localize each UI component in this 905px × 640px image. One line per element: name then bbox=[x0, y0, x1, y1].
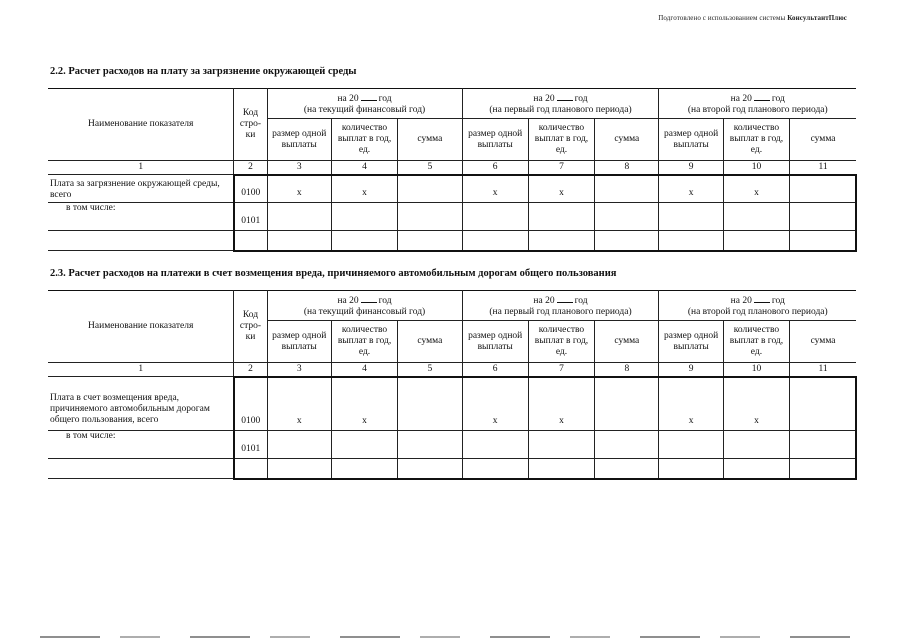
value-cell[interactable] bbox=[528, 431, 594, 459]
row-name: в том числе: bbox=[48, 203, 234, 231]
col-number: 4 bbox=[331, 363, 397, 377]
period-header-current: на 20 год (на текущий финансовый год) bbox=[267, 89, 462, 119]
table-row bbox=[48, 459, 856, 479]
subcol-payment-size: размер одной выплаты bbox=[659, 119, 723, 161]
col-number: 7 bbox=[528, 161, 594, 175]
period-header-second: на 20 год (на второй год планового периода) bbox=[659, 291, 856, 321]
value-cell[interactable] bbox=[331, 203, 397, 231]
subcol-payment-size: размер одной выплаты bbox=[659, 321, 723, 363]
subcol-sum: сумма bbox=[595, 321, 659, 363]
section-title-2-3: 2.3. Расчет расходов на платежи в счет возмещения вреда, причиняемого автомобильным дорогам общего пользования bbox=[50, 268, 617, 279]
col-number: 3 bbox=[267, 363, 331, 377]
col-number: 10 bbox=[723, 161, 789, 175]
value-cell[interactable]: х bbox=[723, 377, 789, 431]
row-name-empty bbox=[48, 459, 234, 479]
value-cell[interactable] bbox=[790, 431, 856, 459]
row-name: Плата за загрязнение окружающей среды, всего bbox=[48, 175, 234, 203]
value-cell[interactable] bbox=[723, 231, 789, 251]
value-cell[interactable]: х bbox=[659, 377, 723, 431]
row-name-empty bbox=[48, 231, 234, 251]
col-number: 2 bbox=[234, 363, 267, 377]
col-number: 11 bbox=[790, 161, 856, 175]
col-number: 11 bbox=[790, 363, 856, 377]
value-cell[interactable]: х bbox=[331, 175, 397, 203]
subcol-sum: сумма bbox=[790, 119, 856, 161]
value-cell[interactable] bbox=[462, 203, 528, 231]
subcol-payment-count: количество выплат в год, ед. bbox=[723, 321, 789, 363]
value-cell[interactable]: х bbox=[528, 377, 594, 431]
value-cell[interactable] bbox=[723, 203, 789, 231]
value-cell[interactable]: х bbox=[462, 377, 528, 431]
value-cell[interactable] bbox=[462, 431, 528, 459]
table-row bbox=[48, 175, 856, 203]
value-cell[interactable] bbox=[267, 431, 331, 459]
row-code: 0100 bbox=[234, 175, 267, 203]
col-number: 3 bbox=[267, 161, 331, 175]
value-cell[interactable]: х bbox=[267, 377, 331, 431]
scan-artifact-line bbox=[40, 636, 870, 638]
column-header-code: Код стро-ки bbox=[234, 89, 267, 161]
col-number: 9 bbox=[659, 363, 723, 377]
subcol-sum: сумма bbox=[398, 321, 462, 363]
period-header-first: на 20 год (на первый год планового периода) bbox=[462, 291, 659, 321]
value-cell[interactable] bbox=[331, 431, 397, 459]
header-note-brand: КонсультантПлюс bbox=[787, 14, 847, 22]
col-number: 9 bbox=[659, 161, 723, 175]
subcol-payment-count: количество выплат в год, ед. bbox=[723, 119, 789, 161]
col-number: 6 bbox=[462, 363, 528, 377]
value-cell[interactable]: х bbox=[723, 175, 789, 203]
col-number: 6 bbox=[462, 161, 528, 175]
subcol-payment-count: количество выплат в год, ед. bbox=[331, 119, 397, 161]
value-cell[interactable] bbox=[398, 175, 462, 203]
value-cell[interactable] bbox=[267, 231, 331, 251]
value-cell[interactable] bbox=[659, 459, 723, 479]
subcol-sum: сумма bbox=[595, 119, 659, 161]
column-header-name: Наименование показателя bbox=[48, 89, 234, 161]
header-note bbox=[658, 14, 847, 22]
value-cell[interactable]: х bbox=[331, 377, 397, 431]
value-cell[interactable] bbox=[398, 377, 462, 431]
table-row bbox=[48, 231, 856, 251]
subcol-payment-size: размер одной выплаты bbox=[267, 321, 331, 363]
subcol-payment-size: размер одной выплаты bbox=[462, 321, 528, 363]
value-cell[interactable] bbox=[528, 459, 594, 479]
col-number: 8 bbox=[595, 161, 659, 175]
col-number: 7 bbox=[528, 363, 594, 377]
value-cell[interactable] bbox=[723, 459, 789, 479]
value-cell[interactable]: х bbox=[462, 175, 528, 203]
table-row bbox=[48, 431, 856, 459]
value-cell[interactable] bbox=[462, 459, 528, 479]
value-cell[interactable] bbox=[790, 175, 856, 203]
header-note-prefix: Подготовлено с использованием системы bbox=[658, 14, 786, 22]
subcol-payment-count: количество выплат в год, ед. bbox=[528, 119, 594, 161]
period-header-second: на 20 год (на второй год планового периода) bbox=[659, 89, 856, 119]
table-row bbox=[48, 203, 856, 231]
col-number: 4 bbox=[331, 161, 397, 175]
value-cell[interactable] bbox=[595, 459, 659, 479]
column-header-code: Код стро-ки bbox=[234, 291, 267, 363]
value-cell[interactable]: х bbox=[267, 175, 331, 203]
value-cell[interactable] bbox=[595, 377, 659, 431]
section-title-2-2: 2.2. Расчет расходов на плату за загрязнение окружающей среды bbox=[50, 66, 357, 77]
value-cell[interactable] bbox=[398, 431, 462, 459]
col-number: 8 bbox=[595, 363, 659, 377]
road-damage-table bbox=[48, 290, 857, 480]
value-cell[interactable] bbox=[528, 203, 594, 231]
row-name: в том числе: bbox=[48, 431, 234, 459]
value-cell[interactable] bbox=[331, 231, 397, 251]
value-cell[interactable] bbox=[398, 203, 462, 231]
row-code: 0100 bbox=[234, 377, 267, 431]
value-cell[interactable] bbox=[398, 459, 462, 479]
subcol-payment-count: количество выплат в год, ед. bbox=[528, 321, 594, 363]
row-code: 0101 bbox=[234, 431, 267, 459]
subcol-sum: сумма bbox=[790, 321, 856, 363]
row-name: Плата в счет возмещения вреда, причиняемого автомобильным дорогам общего пользования, всего bbox=[48, 377, 234, 431]
value-cell[interactable] bbox=[790, 459, 856, 479]
row-code-empty bbox=[234, 231, 267, 251]
value-cell[interactable] bbox=[659, 203, 723, 231]
subcol-sum: сумма bbox=[398, 119, 462, 161]
subcol-payment-count: количество выплат в год, ед. bbox=[331, 321, 397, 363]
col-number: 10 bbox=[723, 363, 789, 377]
value-cell[interactable] bbox=[659, 231, 723, 251]
value-cell[interactable] bbox=[267, 459, 331, 479]
value-cell[interactable]: х bbox=[528, 175, 594, 203]
column-header-name: Наименование показателя bbox=[48, 291, 234, 363]
value-cell[interactable] bbox=[595, 175, 659, 203]
value-cell[interactable] bbox=[331, 459, 397, 479]
value-cell[interactable] bbox=[267, 203, 331, 231]
subcol-payment-size: размер одной выплаты bbox=[267, 119, 331, 161]
row-code: 0101 bbox=[234, 203, 267, 231]
value-cell[interactable] bbox=[790, 231, 856, 251]
table-row bbox=[48, 377, 856, 431]
value-cell[interactable] bbox=[528, 231, 594, 251]
value-cell[interactable] bbox=[595, 431, 659, 459]
value-cell[interactable] bbox=[595, 203, 659, 231]
value-cell[interactable] bbox=[723, 431, 789, 459]
period-header-current: на 20 год (на текущий финансовый год) bbox=[267, 291, 462, 321]
value-cell[interactable] bbox=[398, 231, 462, 251]
value-cell[interactable] bbox=[790, 377, 856, 431]
value-cell[interactable] bbox=[462, 231, 528, 251]
value-cell[interactable] bbox=[659, 431, 723, 459]
value-cell[interactable] bbox=[790, 203, 856, 231]
col-number: 5 bbox=[398, 363, 462, 377]
subcol-payment-size: размер одной выплаты bbox=[462, 119, 528, 161]
value-cell[interactable] bbox=[595, 231, 659, 251]
col-number: 2 bbox=[234, 161, 267, 175]
period-header-first: на 20 год (на первый год планового периода) bbox=[462, 89, 659, 119]
col-number: 5 bbox=[398, 161, 462, 175]
col-number: 1 bbox=[48, 161, 234, 175]
row-code-empty bbox=[234, 459, 267, 479]
value-cell[interactable]: х bbox=[659, 175, 723, 203]
pollution-table bbox=[48, 88, 857, 252]
col-number: 1 bbox=[48, 363, 234, 377]
